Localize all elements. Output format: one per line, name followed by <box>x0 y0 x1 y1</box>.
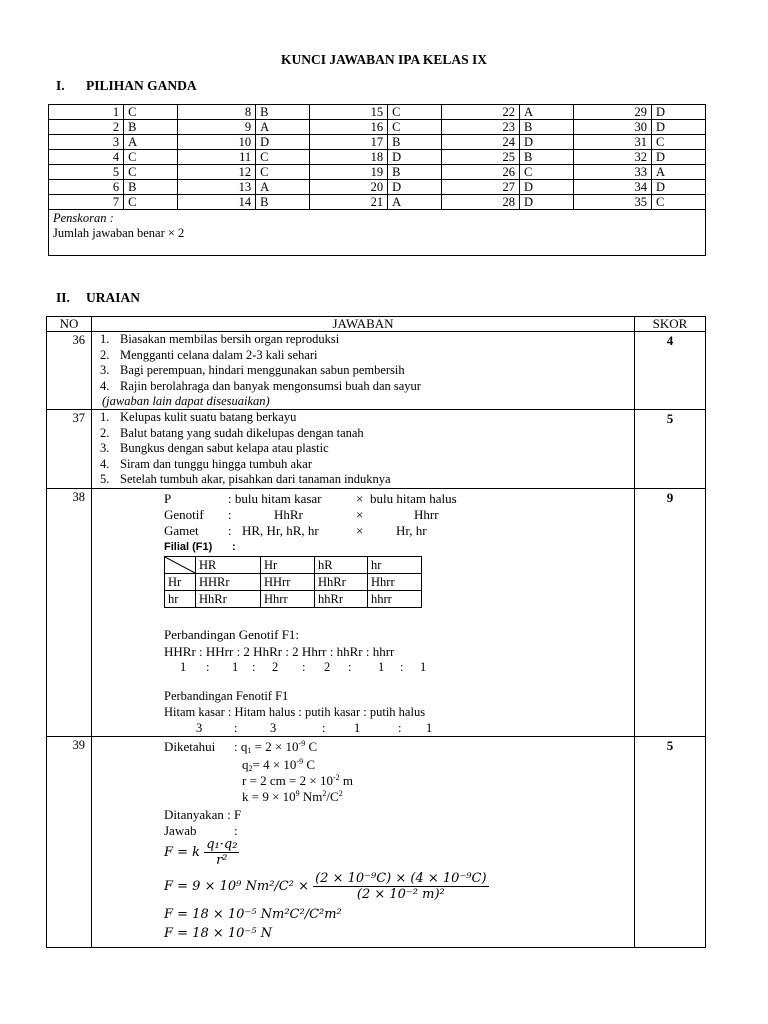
answer-letter: D <box>520 180 574 195</box>
cross-cell: hhrr <box>368 590 422 607</box>
ratio-separator: : <box>234 720 238 735</box>
question-number: 27 <box>442 180 520 195</box>
question-number: 5 <box>49 165 124 180</box>
question-row-36 <box>47 332 706 410</box>
cross-symbol: × <box>356 490 364 506</box>
given-q2 <box>242 757 315 773</box>
question-number: 9 <box>178 120 256 135</box>
cross-cell: Hhrr <box>368 573 422 590</box>
row-header: hr <box>165 590 196 607</box>
list-item <box>98 363 634 379</box>
list-item <box>98 379 634 395</box>
formula-coulomb <box>164 837 239 868</box>
coulomb-answer <box>98 737 634 947</box>
genotype-ratio-title: Perbandingan Genotif F1: <box>164 626 300 642</box>
list-index: 1. <box>100 332 110 346</box>
k-sup: 2 <box>338 788 343 798</box>
question-number: 38 <box>47 488 92 736</box>
page-title: KUNCI JAWABAN IPA KELAS IX <box>280 52 488 67</box>
formula-lhs: F = 9 × 10⁹ Nm²/C² × <box>164 878 309 894</box>
answer-letter: C <box>124 150 178 165</box>
cross-cell: HhRr <box>315 573 368 590</box>
penskoran-label: Penskoran : <box>53 211 114 225</box>
question-number: 26 <box>442 165 520 180</box>
question-number: 4 <box>49 150 124 165</box>
genotif-colon: : <box>228 506 232 522</box>
question-number: 24 <box>442 135 520 150</box>
list-item <box>98 410 634 426</box>
penskoran-rule: Jumlah jawaban benar × 2 <box>53 226 185 240</box>
gamet-value-1: HR, Hr, hR, hr <box>242 522 319 538</box>
list-item <box>98 457 634 473</box>
column-header: hr <box>368 556 422 573</box>
list-text: Mengganti celana dalam 2-3 kali sehari <box>120 347 318 362</box>
fraction <box>204 837 239 868</box>
diketahui-label: Diketahui <box>164 738 216 754</box>
ratio-value: 3 <box>196 720 203 735</box>
ratio-separator: : <box>398 720 402 735</box>
answer-letter: C <box>652 135 706 150</box>
pilihan-ganda-table <box>48 104 706 256</box>
section-number: II. <box>56 290 70 305</box>
answer-key-row <box>49 105 706 120</box>
section-number: I. <box>56 78 65 93</box>
column-header: Hr <box>261 556 315 573</box>
question-number: 32 <box>573 150 651 165</box>
score-value: 9 <box>635 488 706 736</box>
section-label: PILIHAN GANDA <box>86 78 197 93</box>
answer-letter: B <box>256 105 310 120</box>
question-number: 10 <box>178 135 256 150</box>
list-text: Balut batang yang sudah dikelupas dengan tanah <box>120 425 364 440</box>
answer-key-row <box>49 120 706 135</box>
ratio-separator: : <box>302 659 306 674</box>
k-sup: 9 <box>295 788 300 798</box>
answer-letter: B <box>520 120 574 135</box>
question-number: 18 <box>310 150 388 165</box>
fraction <box>313 871 488 902</box>
fraction-numerator: q₁·q₂ <box>206 836 238 852</box>
question-number: 6 <box>49 180 124 195</box>
answer-letter: A <box>388 195 442 210</box>
given-k <box>242 789 343 805</box>
list-index: 4. <box>100 378 110 393</box>
answer-letter: C <box>124 165 178 180</box>
question-number: 28 <box>442 195 520 210</box>
q2-part: q <box>242 756 249 772</box>
score-value: 5 <box>635 736 706 947</box>
answer-list <box>98 410 634 488</box>
question-number: 17 <box>310 135 388 150</box>
phenotype-ratio-title: Perbandingan Fenotif F1 <box>164 688 289 703</box>
jawab-colon: : <box>234 822 238 838</box>
question-number: 31 <box>573 135 651 150</box>
list-text: Bagi perempuan, hindari menggunakan sabun pembersih <box>120 363 405 377</box>
answer-letter: D <box>652 180 706 195</box>
genetics-answer <box>98 489 634 736</box>
q1-sub: 1 <box>247 745 252 755</box>
ratio-value: 1 <box>354 720 361 735</box>
uraian-table <box>46 316 706 948</box>
k-sup: 2 <box>322 788 327 798</box>
k-part: Nm <box>299 788 323 804</box>
k-part: k = 9 × 10 <box>242 788 296 804</box>
question-number: 15 <box>310 105 388 120</box>
question-number: 34 <box>573 180 651 195</box>
answer-cell <box>92 332 635 410</box>
ratio-separator: : <box>400 659 404 674</box>
cross-symbol: × <box>356 506 364 522</box>
question-number: 30 <box>573 120 651 135</box>
list-item <box>98 441 634 457</box>
genotype-ratio-line: HHRr : HHrr : 2 HhRr : 2 Hhrr : hhRr : hhrr <box>164 643 395 659</box>
jawab-label: Jawab <box>164 822 197 838</box>
question-number: 22 <box>442 105 520 120</box>
question-number: 25 <box>442 150 520 165</box>
answer-letter: D <box>520 135 574 150</box>
phenotype-ratio-line: Hitam kasar : Hitam halus : putih kasar : putih halus <box>164 704 426 719</box>
q2-sub: 2 <box>248 763 253 773</box>
cross-cell: Hhrr <box>261 590 315 607</box>
question-row-39 <box>47 736 706 947</box>
answer-cell <box>92 736 635 947</box>
fraction-denominator: (2 × 10⁻² m)² <box>356 886 445 902</box>
gamet-colon: : <box>228 522 232 538</box>
answer-key-row <box>49 150 706 165</box>
question-number: 16 <box>310 120 388 135</box>
r-part: m <box>339 772 354 788</box>
answer-letter: B <box>124 180 178 195</box>
question-number: 12 <box>178 165 256 180</box>
answer-letter: C <box>652 195 706 210</box>
question-row-38 <box>47 488 706 736</box>
q1-part: = 2 × 10 <box>251 738 299 754</box>
parent-value-1: : bulu hitam kasar <box>228 490 322 506</box>
answer-letter: A <box>652 165 706 180</box>
ratio-value: 1 <box>232 659 239 674</box>
penskoran-cell <box>49 210 706 256</box>
q2-sup: -9 <box>296 756 304 766</box>
ratio-separator: : <box>322 720 326 735</box>
answer-key-row <box>49 135 706 150</box>
answer-list <box>98 332 634 394</box>
answer-letter: B <box>124 120 178 135</box>
ratio-value: 1 <box>180 659 187 674</box>
answer-letter: C <box>388 120 442 135</box>
answer-letter: A <box>124 135 178 150</box>
ratio-value: 2 <box>324 659 331 674</box>
answer-letter: D <box>652 150 706 165</box>
punnett-square <box>164 556 422 608</box>
answer-letter: B <box>520 150 574 165</box>
q1-part: : q <box>234 738 248 754</box>
ratio-value: 1 <box>420 659 427 674</box>
question-number: 1 <box>49 105 124 120</box>
answer-letter: A <box>256 180 310 195</box>
answer-letter: D <box>256 135 310 150</box>
answer-cell <box>92 488 635 736</box>
answer-letter: C <box>520 165 574 180</box>
r-sup: -2 <box>332 772 340 782</box>
answer-key-row <box>49 165 706 180</box>
cross-cell: HhRr <box>196 590 261 607</box>
answer-key-row <box>49 180 706 195</box>
list-index: 3. <box>100 363 110 377</box>
answer-letter: D <box>652 120 706 135</box>
q1-part: C <box>305 738 318 754</box>
question-number: 11 <box>178 150 256 165</box>
formula-substitution <box>164 871 489 902</box>
header-no: NO <box>47 317 92 332</box>
question-number: 3 <box>49 135 124 150</box>
answer-note: (jawaban lain dapat disesuaikan) <box>102 394 270 408</box>
question-number: 23 <box>442 120 520 135</box>
list-index: 1. <box>100 410 110 424</box>
list-index: 3. <box>100 441 110 455</box>
ratio-value: 2 <box>272 659 279 674</box>
question-number: 29 <box>573 105 651 120</box>
cross-cell: HHRr <box>196 573 261 590</box>
ratio-separator: : <box>348 659 352 674</box>
answer-letter: C <box>388 105 442 120</box>
question-number: 19 <box>310 165 388 180</box>
question-number: 7 <box>49 195 124 210</box>
list-item <box>98 472 634 488</box>
section-label: URAIAN <box>86 290 140 305</box>
list-index: 2. <box>100 347 110 362</box>
parent-value-2: bulu hitam halus <box>370 490 457 506</box>
question-number: 36 <box>47 332 92 410</box>
q2-part: C <box>303 756 316 772</box>
question-number: 20 <box>310 180 388 195</box>
list-text: Siram dan tunggu hingga tumbuh akar <box>120 456 312 471</box>
ratio-value: 3 <box>270 720 277 735</box>
list-text: Rajin berolahraga dan banyak mengonsumsi buah dan sayur <box>120 378 421 393</box>
answer-letter: C <box>256 150 310 165</box>
diagonal-line-icon <box>165 557 195 573</box>
list-index: 4. <box>100 456 110 471</box>
list-text: Biasakan membilas bersih organ reproduksi <box>120 332 340 346</box>
question-number: 37 <box>47 410 92 489</box>
ratio-separator: : <box>252 659 256 674</box>
genotif-value-2: Hhrr <box>414 506 439 522</box>
question-number: 14 <box>178 195 256 210</box>
question-number: 8 <box>178 105 256 120</box>
gamet-value-2: Hr, hr <box>396 522 427 538</box>
answer-letter: D <box>520 195 574 210</box>
question-number: 33 <box>573 165 651 180</box>
row-header: Hr <box>165 573 196 590</box>
header-skor: SKOR <box>635 317 706 332</box>
filial-label: Filial (F1) <box>164 540 213 553</box>
question-number: 21 <box>310 195 388 210</box>
ratio-value: 1 <box>378 659 385 674</box>
list-text: Bungkus dengan sabut kelapa atau plastic <box>120 441 329 455</box>
ratio-value: 1 <box>426 720 433 735</box>
question-number: 35 <box>573 195 651 210</box>
question-number: 2 <box>49 120 124 135</box>
q1-sup: -9 <box>298 738 306 748</box>
list-text: Kelupas kulit suatu batang berkayu <box>120 410 297 424</box>
fraction-denominator: r² <box>216 852 228 868</box>
cross-cell: hhRr <box>315 590 368 607</box>
answer-letter: C <box>124 195 178 210</box>
given-r <box>242 773 353 789</box>
gamet-label: Gamet <box>164 522 199 538</box>
corner-cell <box>165 556 196 573</box>
fraction-numerator: (2 × 10⁻⁹C) × (4 × 10⁻⁹C) <box>315 870 487 886</box>
k-part: /C <box>326 788 339 804</box>
answer-cell <box>92 410 635 489</box>
answer-letter: D <box>388 150 442 165</box>
column-header: HR <box>196 556 261 573</box>
question-row-37 <box>47 410 706 489</box>
r-part: r = 2 cm = 2 × 10 <box>242 772 333 788</box>
genotif-label: Genotif <box>164 506 204 522</box>
list-text: Setelah tumbuh akar, pisahkan dari tanaman induknya <box>120 472 391 486</box>
genotif-value-1: HhRr <box>274 506 303 522</box>
answer-letter: A <box>520 105 574 120</box>
header-jawaban: JAWABAN <box>92 317 635 332</box>
ratio-separator: : <box>206 659 210 674</box>
cross-cell: HHrr <box>261 573 315 590</box>
answer-letter: B <box>388 165 442 180</box>
answer-letter: B <box>256 195 310 210</box>
formula-result: F = 18 × 10⁻⁵ N <box>164 925 272 941</box>
question-number: 13 <box>178 180 256 195</box>
answer-letter: C <box>124 105 178 120</box>
filial-colon: : <box>232 540 236 553</box>
ditanyakan-line: Ditanyakan : F <box>164 806 242 822</box>
answer-key-row <box>49 195 706 210</box>
list-item <box>98 348 634 364</box>
answer-letter: C <box>256 165 310 180</box>
column-header: hR <box>315 556 368 573</box>
answer-letter: D <box>388 180 442 195</box>
answer-letter: A <box>256 120 310 135</box>
score-value: 4 <box>635 332 706 410</box>
parent-label: P <box>164 490 172 506</box>
section-pilihan-ganda-heading <box>56 78 197 94</box>
given-q1 <box>234 739 317 755</box>
question-number: 39 <box>47 736 92 947</box>
list-item <box>98 426 634 442</box>
list-item <box>98 332 634 348</box>
formula-step: F = 18 × 10⁻⁵ Nm²C²/C²m² <box>164 906 342 922</box>
score-value: 5 <box>635 410 706 489</box>
answer-letter: D <box>652 105 706 120</box>
list-index: 5. <box>100 472 110 486</box>
q2-part: = 4 × 10 <box>252 756 297 772</box>
cross-symbol: × <box>356 522 364 538</box>
list-index: 2. <box>100 425 110 440</box>
formula-lhs: F = k <box>164 844 201 860</box>
answer-letter: B <box>388 135 442 150</box>
section-uraian-heading <box>56 290 140 306</box>
